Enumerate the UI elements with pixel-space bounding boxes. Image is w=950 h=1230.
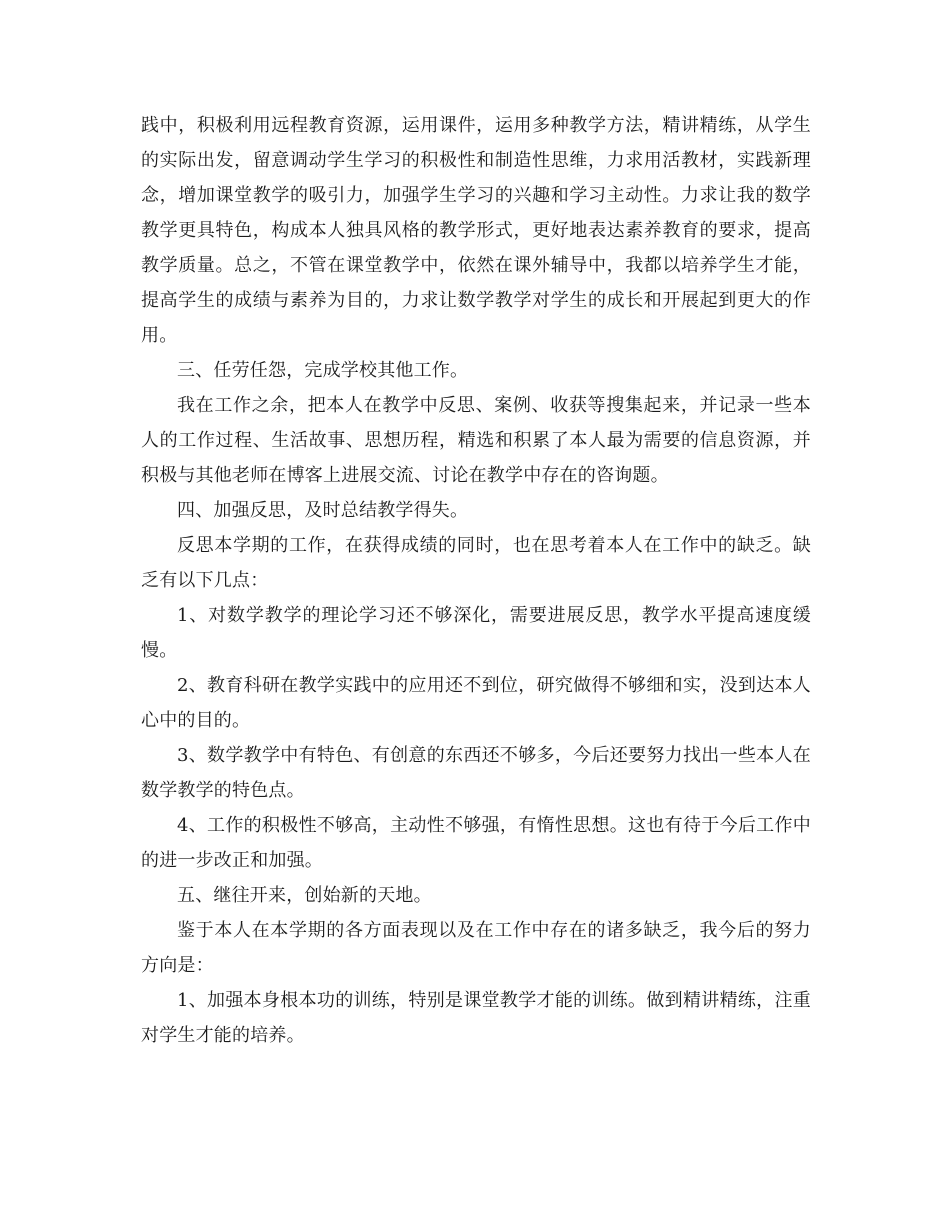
section-heading-three: 三、任劳任怨，完成学校其他工作。	[177, 360, 469, 381]
paragraph-continued-practice: 践中，积极利用远程教育资源，运用课件，运用多种教学方法，精讲精练，从学生的实际出发，留意调动学生学习的积极性和制造性思维，力求用活教材，实践新理念，增加课堂教学的吸引力，加强学生学习的兴趣和学习主动性。力求让我的数学教学更具特色，构成本人独具风格的教学形式，更好地表达素养教育的要求，提高教学质量。总之，不管在课堂教学中，依然在课外辅导中，我都以培养学生才能，提高学生的成绩与素养为目的，力求让数学教学对学生的成长和开展起到更大的作用。	[141, 115, 811, 346]
section-heading-five: 五、继往开来，创始新的天地。	[177, 885, 432, 906]
paragraph-future-direction: 鉴于本人在本学期的各方面表现以及在工作中存在的诸多缺乏，我今后的努力方向是：	[141, 920, 811, 976]
paragraph-work-records: 我在工作之余，把本人在教学中反思、案例、收获等搜集起来，并记录一些本人的工作过程、生活故事、思想历程，精选和积累了本人最为需要的信息资源，并积极与其他老师在博客上进展交流、讨论在教学中存在的咨询题。	[141, 395, 811, 486]
list-item-shortcoming-3: 3、数学教学中有特色、有创意的东西还不够多，今后还要努力找出一些本人在数学教学的特色点。	[141, 745, 811, 801]
section-heading-four: 四、加强反思，及时总结教学得失。	[177, 500, 469, 521]
list-item-plan-1: 1、加强本身根本功的训练，特别是课堂教学才能的训练。做到精讲精练，注重对学生才能的培养。	[141, 990, 811, 1046]
document-body	[141, 108, 811, 1053]
list-item-shortcoming-4: 4、工作的积极性不够高，主动性不够强，有惰性思想。这也有待于今后工作中的进一步改正和加强。	[141, 815, 811, 871]
list-item-shortcoming-2: 2、教育科研在教学实践中的应用还不到位，研究做得不够细和实，没到达本人心中的目的。	[141, 675, 811, 731]
list-item-shortcoming-1: 1、对数学教学的理论学习还不够深化，需要进展反思，教学水平提高速度缓慢。	[141, 605, 811, 661]
paragraph-reflection-intro: 反思本学期的工作，在获得成绩的同时，也在思考着本人在工作中的缺乏。缺乏有以下几点：	[141, 535, 811, 591]
